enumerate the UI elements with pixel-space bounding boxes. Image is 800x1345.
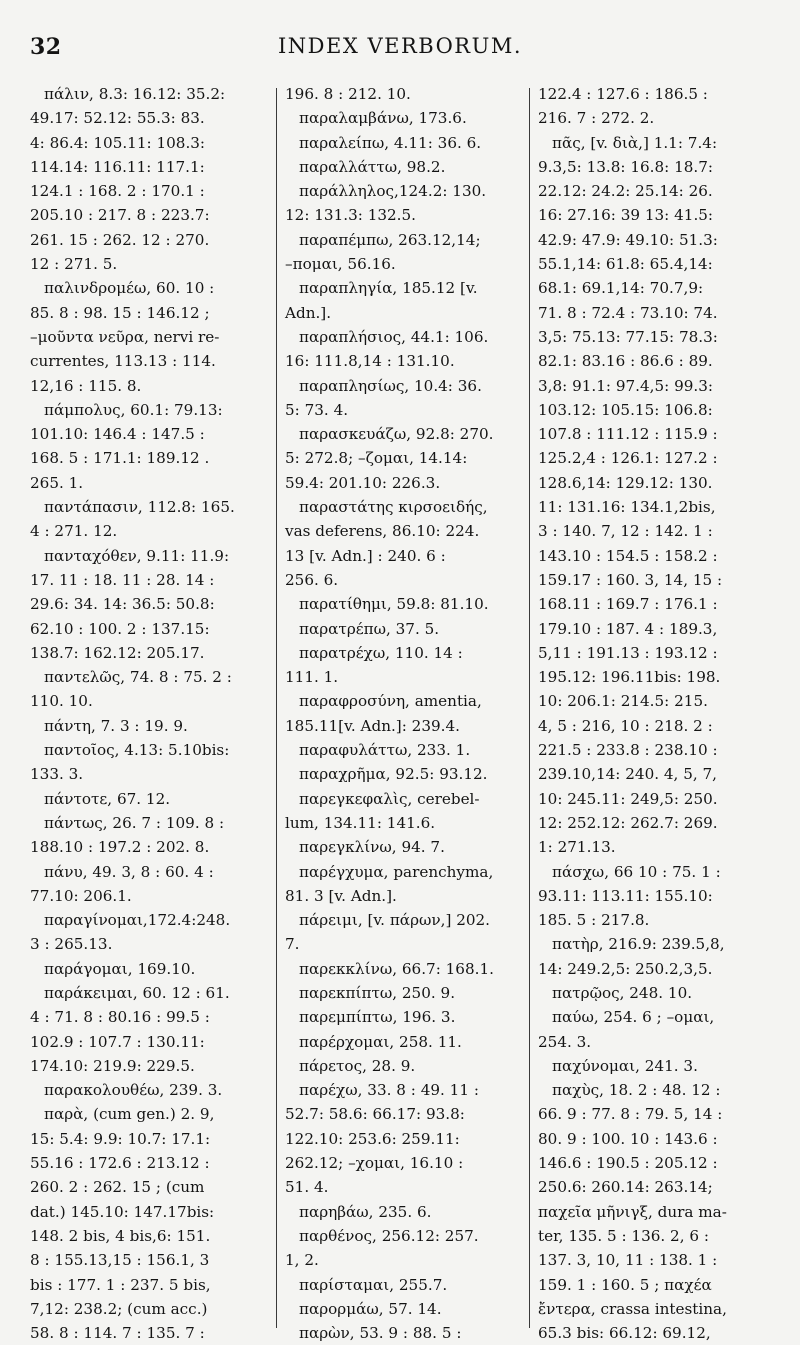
index-line: ter, 135. 5 : 136. 2, 6 :: [538, 1226, 709, 1245]
index-line: 265. 1.: [30, 473, 84, 492]
index-line: 125.2,4 : 126.1: 127.2 :: [538, 449, 718, 468]
index-line: 262.12; –χομαι, 16.10 :: [285, 1154, 464, 1173]
index-line: παρεγκεφαλὶς, cerebel-: [299, 789, 480, 808]
index-line: 55.16 : 172.6 : 213.12 :: [30, 1154, 210, 1173]
index-line: 9.3,5: 13.8: 16.8: 18.7:: [538, 157, 714, 176]
index-line: 3,5: 75.13: 77.15: 78.3:: [538, 327, 718, 346]
index-line: 8 : 155.13,15 : 156.1, 3: [30, 1251, 210, 1270]
index-line: 256. 6.: [285, 570, 339, 589]
index-line: 81. 3 [v. Adn.].: [285, 886, 397, 905]
index-line: παλινδρομέω, 60. 10 :: [44, 279, 215, 298]
index-line: πάντη, 7. 3 : 19. 9.: [44, 716, 188, 735]
index-line: πάσχω, 66 10 : 75. 1 :: [552, 862, 721, 881]
index-line: 133. 3.: [30, 765, 84, 784]
index-line: currentes, 113.13 : 114.: [30, 352, 216, 371]
index-line: 12,16 : 115. 8.: [30, 376, 142, 395]
page-header: [0, 0, 800, 70]
index-line: 148. 2 bis, 4 bis,6: 151.: [30, 1226, 211, 1245]
index-line: 52.7: 58.6: 66.17: 93.8:: [285, 1105, 465, 1124]
index-line: 111. 1.: [285, 668, 339, 687]
index-line: 143.10 : 154.5 : 158.2 :: [538, 546, 718, 565]
index-line: παντελῶς, 74. 8 : 75. 2 :: [44, 668, 232, 687]
index-line: παραπλήσιος, 44.1: 106.: [299, 327, 489, 346]
index-line: 250.6: 260.14: 263.14;: [538, 1178, 713, 1197]
index-line: παραστάτης κιρσοειδής,: [299, 498, 488, 517]
index-line: παρὰ, (cum gen.) 2. 9,: [44, 1105, 215, 1124]
index-line: παραπληγία, 185.12 [v.: [299, 279, 478, 298]
index-line: παρεκπίπτω, 250. 9.: [299, 983, 456, 1002]
index-line: 4: 86.4: 105.11: 108.3:: [30, 133, 206, 152]
index-line: παρατρέχω, 110. 14 :: [299, 643, 463, 662]
index-line: dat.) 145.10: 147.17bis:: [30, 1202, 215, 1221]
index-line: παρορμάω, 57. 14.: [299, 1299, 442, 1318]
index-line: 103.12: 105.15: 106.8:: [538, 400, 713, 419]
index-line: παρηβάω, 235. 6.: [299, 1202, 432, 1221]
index-line: 55.1,14: 61.8: 65.4,14:: [538, 255, 713, 274]
index-line: 5: 73. 4.: [285, 400, 349, 419]
column-rule-2: [529, 88, 530, 1328]
index-line: 102.9 : 107.7 : 130.11:: [30, 1032, 205, 1051]
index-line: 14: 249.2,5: 250.2,3,5.: [538, 959, 713, 978]
index-line: παχεῖα μῆνιγξ, dura ma-: [538, 1202, 727, 1221]
index-column-1: [30, 82, 270, 1343]
index-line: 77.10: 206.1.: [30, 886, 132, 905]
index-line: παρεγκλίνω, 94. 7.: [299, 838, 445, 857]
index-line: παράκειμαι, 60. 12 : 61.: [44, 983, 230, 1002]
index-line: πανταχόθεν, 9.11: 11.9:: [44, 546, 230, 565]
index-line: 185.11[v. Adn.]: 239.4.: [285, 716, 460, 735]
index-line: 1: 271.13.: [538, 838, 616, 857]
index-line: παράγομαι, 169.10.: [44, 959, 196, 978]
index-line: 16: 111.8,14 : 131.10.: [285, 352, 455, 371]
index-column-3: [538, 82, 788, 1343]
index-line: παρατίθημι, 59.8: 81.10.: [299, 595, 489, 614]
index-line: 3,8: 91.1: 97.4,5: 99.3:: [538, 376, 714, 395]
index-line: παχὺς, 18. 2 : 48. 12 :: [552, 1081, 721, 1100]
index-line: 4, 5 : 216, 10 : 218. 2 :: [538, 716, 713, 735]
page-number: 32: [30, 34, 62, 60]
index-line: 58. 8 : 114. 7 : 135. 7 :: [30, 1324, 205, 1343]
index-line: 29.6: 34. 14: 36.5: 50.8:: [30, 595, 215, 614]
index-line: παραλείπω, 4.11: 36. 6.: [299, 133, 482, 152]
index-line: 137. 3, 10, 11 : 138. 1 :: [538, 1251, 718, 1270]
index-line: 128.6,14: 129.12: 130.: [538, 473, 713, 492]
index-line: 12 : 271. 5.: [30, 255, 118, 274]
index-line: 146.6 : 190.5 : 205.12 :: [538, 1154, 718, 1173]
index-line: 216. 7 : 272. 2.: [538, 109, 655, 128]
index-line: πάνυ, 49. 3, 8 : 60. 4 :: [44, 862, 214, 881]
index-line: 71. 8 : 72.4 : 73.10: 74.: [538, 303, 718, 322]
index-line: –μοῦντα νεῦρα, nervi re-: [30, 327, 220, 346]
index-line: 59.4: 201.10: 226.3.: [285, 473, 441, 492]
index-line: 85. 8 : 98. 15 : 146.12 ;: [30, 303, 210, 322]
index-line: 42.9: 47.9: 49.10: 51.3:: [538, 230, 718, 249]
index-line: 159.17 : 160. 3, 14, 15 :: [538, 570, 723, 589]
index-line: 196. 8 : 212. 10.: [285, 85, 411, 103]
index-line: πάντοτε, 67. 12.: [44, 789, 171, 808]
index-line: 68.1: 69.1,14: 70.7,9:: [538, 279, 704, 298]
index-line: 261. 15 : 262. 12 : 270.: [30, 230, 210, 249]
index-line: 122.4 : 127.6 : 186.5 :: [538, 85, 708, 103]
index-line: 254. 3.: [538, 1032, 592, 1051]
index-line: πάρειμι, [v. πάρων,] 202.: [299, 911, 491, 930]
index-line: 49.17: 52.12: 55.3: 83.: [30, 109, 205, 128]
index-line: πατρῷος, 248. 10.: [552, 983, 693, 1002]
index-line: 179.10 : 187. 4 : 189.3,: [538, 619, 718, 638]
index-line: 15: 5.4: 9.9: 10.7: 17.1:: [30, 1129, 211, 1148]
index-line: παρέρχομαι, 258. 11.: [299, 1032, 462, 1051]
index-line: 124.1 : 168. 2 : 170.1 :: [30, 182, 205, 201]
index-line: –πομαι, 56.16.: [285, 255, 396, 274]
index-line: παράλληλος,124.2: 130.: [299, 182, 487, 201]
index-line: παρέχω, 33. 8 : 49. 11 :: [299, 1081, 479, 1100]
index-line: 22.12: 24.2: 25.14: 26.: [538, 182, 713, 201]
index-line: Adn.].: [285, 303, 332, 322]
index-line: 205.10 : 217. 8 : 223.7:: [30, 206, 210, 225]
index-line: 188.10 : 197.2 : 202. 8.: [30, 838, 210, 857]
index-line: 11: 131.16: 134.1,2bis,: [538, 498, 716, 517]
index-line: 66. 9 : 77. 8 : 79. 5, 14 :: [538, 1105, 723, 1124]
index-column-2: [285, 82, 527, 1343]
index-line: πᾶς, [v. διὰ,] 1.1: 7.4:: [552, 133, 718, 152]
index-line: παρέγχυμα, parenchyma,: [299, 862, 494, 881]
index-line: 1, 2.: [285, 1251, 319, 1270]
index-line: 168.11 : 169.7 : 176.1 :: [538, 595, 718, 614]
index-line: παρεκκλίνω, 66.7: 168.1.: [299, 959, 494, 978]
index-line: 5,11 : 191.13 : 193.12 :: [538, 643, 718, 662]
index-line: 93.11: 113.11: 155.10:: [538, 886, 713, 905]
index-line: παραλλάττω, 98.2.: [299, 157, 446, 176]
index-line: πάλιν, 8.3: 16.12: 35.2:: [44, 85, 226, 103]
index-line: ἔντερα, crassa intestina,: [538, 1299, 727, 1318]
column-rule-1: [276, 88, 277, 1328]
index-line: παρθένος, 256.12: 257.: [299, 1226, 479, 1245]
index-line: 10: 206.1: 214.5: 215.: [538, 692, 708, 711]
index-line: 51. 4.: [285, 1178, 329, 1197]
index-line: πάντως, 26. 7 : 109. 8 :: [44, 813, 225, 832]
index-line: 16: 27.16: 39 13: 41.5:: [538, 206, 714, 225]
index-line: 13 [v. Adn.] : 240. 6 :: [285, 546, 446, 565]
index-line: παντάπασιν, 112.8: 165.: [44, 498, 235, 517]
index-line: 4 : 71. 8 : 80.16 : 99.5 :: [30, 1008, 210, 1027]
index-line: 195.12: 196.11bis: 198.: [538, 668, 721, 687]
index-line: 17. 11 : 18. 11 : 28. 14 :: [30, 570, 215, 589]
index-line: 185. 5 : 217.8.: [538, 911, 650, 930]
index-line: 80. 9 : 100. 10 : 143.6 :: [538, 1129, 718, 1148]
index-line: παύω, 254. 6 ; –ομαι,: [552, 1008, 715, 1027]
index-line: 260. 2 : 262. 15 ; (cum: [30, 1178, 205, 1197]
index-line: 65.3 bis: 66.12: 69.12,: [538, 1324, 711, 1343]
index-line: παρὼν, 53. 9 : 88. 5 :: [299, 1324, 462, 1343]
index-line: 12: 131.3: 132.5.: [285, 206, 416, 225]
index-line: 82.1: 83.16 : 86.6 : 89.: [538, 352, 713, 371]
index-line: πάρετος, 28. 9.: [299, 1056, 416, 1075]
index-line: παραπέμπω, 263.12,14;: [299, 230, 481, 249]
index-line: 7.: [285, 935, 300, 954]
index-line: παραπλησίως, 10.4: 36.: [299, 376, 482, 395]
index-line: 174.10: 219.9: 229.5.: [30, 1056, 195, 1075]
index-line: 7,12: 238.2; (cum acc.): [30, 1299, 208, 1318]
index-line: παραφροσύνη, amentia,: [299, 692, 482, 711]
index-line: bis : 177. 1 : 237. 5 bis,: [30, 1275, 211, 1294]
index-line: παραφυλάττω, 233. 1.: [299, 741, 471, 760]
index-line: 4 : 271. 12.: [30, 522, 118, 541]
index-line: παρεμπίπτω, 196. 3.: [299, 1008, 456, 1027]
running-title: INDEX VERBORUM.: [278, 34, 522, 58]
index-line: 3 : 140. 7, 12 : 142. 1 :: [538, 522, 713, 541]
index-line: 138.7: 162.12: 205.17.: [30, 643, 205, 662]
index-line: 12: 252.12: 262.7: 269.: [538, 813, 718, 832]
index-line: 101.10: 146.4 : 147.5 :: [30, 425, 205, 444]
index-columns: [0, 82, 800, 1343]
index-line: 110. 10.: [30, 692, 93, 711]
index-line: πάμπολυς, 60.1: 79.13:: [44, 400, 223, 419]
index-line: πατὴρ, 216.9: 239.5,8,: [552, 935, 725, 954]
index-line: lum, 134.11: 141.6.: [285, 813, 436, 832]
index-line: 122.10: 253.6: 259.11:: [285, 1129, 460, 1148]
index-line: 221.5 : 233.8 : 238.10 :: [538, 741, 718, 760]
index-line: παραχρῆμα, 92.5: 93.12.: [299, 765, 488, 784]
index-line: παρακολουθέω, 239. 3.: [44, 1081, 223, 1100]
index-line: παντοῖος, 4.13: 5.10bis:: [44, 741, 230, 760]
index-line: παρίσταμαι, 255.7.: [299, 1275, 448, 1294]
index-line: παρασκευάζω, 92.8: 270.: [299, 425, 494, 444]
index-line: vas deferens, 86.10: 224.: [285, 522, 480, 541]
index-line: παραγίνομαι,172.4:248.: [44, 911, 231, 930]
index-line: 114.14: 116.11: 117.1:: [30, 157, 205, 176]
index-line: 239.10,14: 240. 4, 5, 7,: [538, 765, 718, 784]
index-line: 159. 1 : 160. 5 ; παχέα: [538, 1275, 712, 1294]
index-line: παραλαμβάνω, 173.6.: [299, 109, 467, 128]
index-line: 107.8 : 111.12 : 115.9 :: [538, 425, 718, 444]
index-line: παχύνομαι, 241. 3.: [552, 1056, 698, 1075]
index-line: 62.10 : 100. 2 : 137.15:: [30, 619, 210, 638]
index-line: 168. 5 : 171.1: 189.12 .: [30, 449, 210, 468]
index-line: 5: 272.8; –ζομαι, 14.14:: [285, 449, 468, 468]
index-line: παρατρέπω, 37. 5.: [299, 619, 440, 638]
index-line: 3 : 265.13.: [30, 935, 113, 954]
index-line: 10: 245.11: 249,5: 250.: [538, 789, 718, 808]
